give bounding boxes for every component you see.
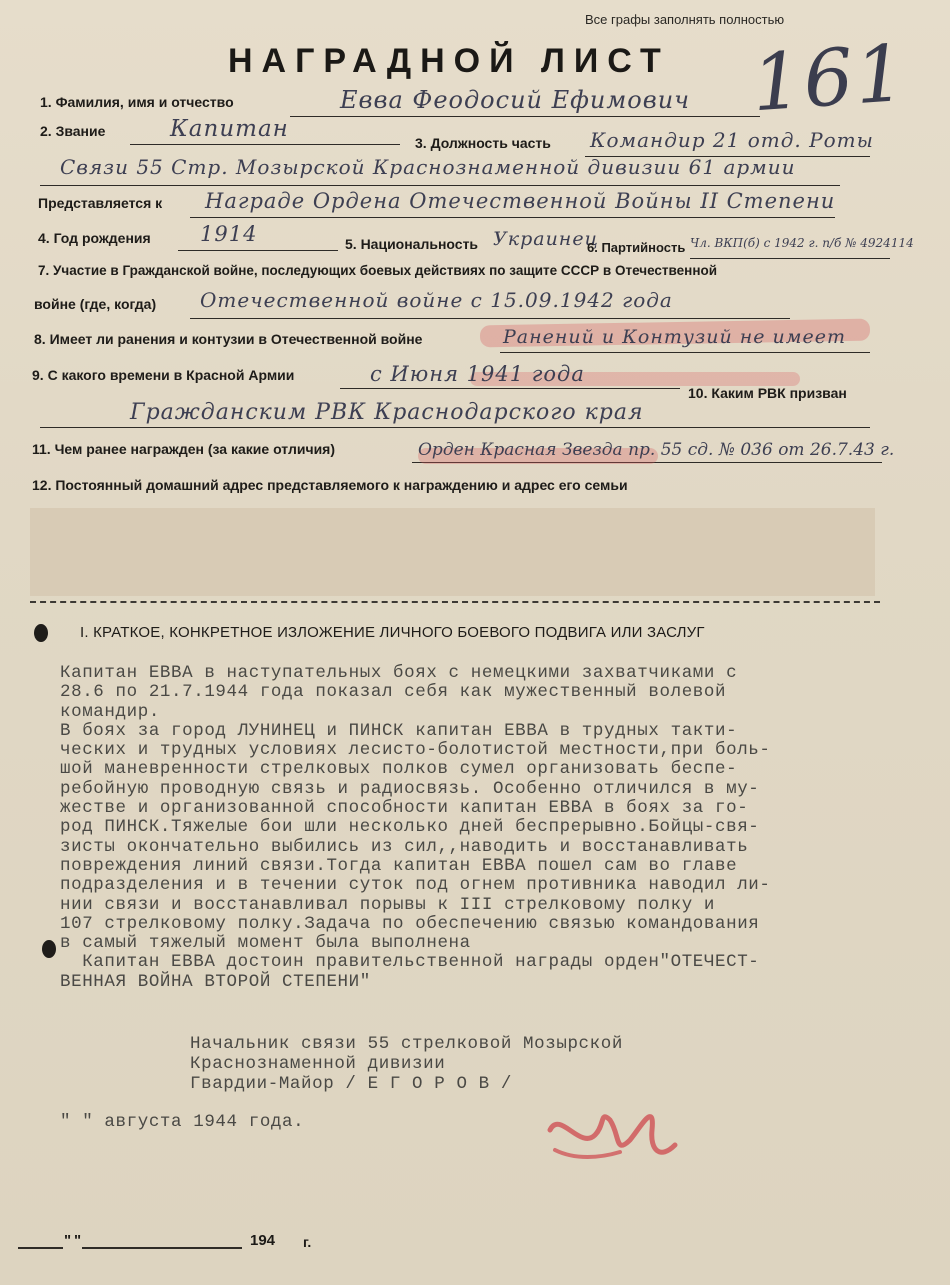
merit-line: 107 стрелковому полку.Задача по обеспечению связью командования xyxy=(60,913,760,934)
field-5-value: Украинец xyxy=(493,228,599,250)
merit-line: шой маневренности стрелковых полков сумел организовать беспе- xyxy=(60,759,738,780)
merit-line: В боях за город ЛУНИНЕЦ и ПИНСК капитан ЕВВА в трудных такти- xyxy=(60,720,738,741)
merit-line: повреждения линий связи.Тогда капитан ЕВВА пошел сам во главе xyxy=(60,855,738,876)
address-redaction xyxy=(30,508,875,596)
field-2-label: 2. Звание xyxy=(40,123,106,139)
field-3-value: Командир 21 отд. Роты xyxy=(590,128,874,152)
field-6-label: 6. Партийность xyxy=(587,240,686,255)
red-signature xyxy=(540,1090,690,1170)
field-6-value: Чл. ВКП(б) с 1942 г. п/б № 4924114 xyxy=(690,236,914,250)
field-10-value: Гражданским РВК Краснодарского края xyxy=(130,400,644,425)
nomination-value: Награде Ордена Отечественной Войны II Степени xyxy=(205,189,836,213)
merit-line: подразделения и в течении суток под огнем противника наводил ли- xyxy=(60,875,771,896)
merit-line: жестве и организованной способности капитан ЕВВА в боях за го- xyxy=(60,798,749,819)
merit-line: ческих и трудных условиях лесисто-болотистой местности,при боль- xyxy=(60,740,771,761)
nomination-label: Представляется к xyxy=(38,195,163,211)
merit-line: зисты окончательно выбились из сил,,наводить и восстанавливать xyxy=(60,836,749,857)
fill-all-note: Все графы заполнять полностью xyxy=(585,12,785,27)
punch-hole-top xyxy=(34,624,48,642)
merit-description xyxy=(60,664,900,992)
field-8-label: 8. Имеет ли ранения и контузии в Отечественной войне xyxy=(34,331,423,347)
field-4-label: 4. Год рождения xyxy=(38,230,151,246)
merit-line: ВЕННАЯ ВОЙНА ВТОРОЙ СТЕПЕНИ" xyxy=(60,971,371,992)
field-2-value: Капитан xyxy=(170,116,289,142)
signature-line-3: Гвардии-Майор / Е Г О Р О В / xyxy=(190,1074,512,1094)
merit-line: командир. xyxy=(60,701,160,722)
field-9-value: с Июня 1941 года xyxy=(370,362,585,386)
field-12-label: 12. Постоянный домашний адрес представляемого к награждению и адрес его семьи xyxy=(32,477,628,493)
field-3-value-line2: Связи 55 Стр. Мозырской Краснознаменной дивизии 61 армии xyxy=(60,155,796,179)
field-11-value: Орден Красная Звезда пр. 55 сд. № 036 от 26.7.43 г. xyxy=(418,440,895,460)
page-title: НАГРАДНОЙ ЛИСТ xyxy=(228,42,670,80)
field-7-label: 7. Участие в Гражданской войне, последующих боевых действиях по защите СССР в Отечественной xyxy=(38,263,718,278)
merit-line: Капитан ЕВВА достоин правительственной награды орден"ОТЕЧЕСТ- xyxy=(60,952,760,973)
signature-line-2: Краснознаменной дивизии xyxy=(190,1054,446,1074)
signature-date: " " августа 1944 года. xyxy=(60,1112,305,1132)
footer-year: 194 xyxy=(250,1232,276,1249)
field-7-value: Отечественной войне с 15.09.1942 года xyxy=(200,288,673,312)
field-5-label: 5. Национальность xyxy=(345,236,479,252)
footer-quote-open: " xyxy=(64,1232,72,1249)
page-number-mark: 161 xyxy=(749,28,910,130)
footer-year-suffix: г. xyxy=(303,1234,312,1250)
merit-line: в самый тяжелый момент была выполнена xyxy=(60,933,471,954)
field-3-label: 3. Должность часть xyxy=(415,135,551,151)
footer-quote-close: " xyxy=(74,1232,82,1249)
field-10-label: 10. Каким РВК призван xyxy=(688,385,847,401)
field-11-label: 11. Чем ранее награжден (за какие отличия) xyxy=(32,441,336,457)
merit-line: 28.6 по 21.7.1944 года показал себя как мужественный волевой xyxy=(60,682,727,703)
section-1-heading: I. КРАТКОЕ, КОНКРЕТНОЕ ИЗЛОЖЕНИЕ ЛИЧНОГО БОЕВОГО ПОДВИГА ИЛИ ЗАСЛУГ xyxy=(80,624,705,641)
field-1-label: 1. Фамилия, имя и отчество xyxy=(40,94,234,110)
field-4-value: 1914 xyxy=(200,222,258,246)
merit-line: род ПИНСК.Тяжелые бои шли несколько дней беспрерывно.Бойцы-свя- xyxy=(60,817,760,838)
field-1-value: Евва Феодосий Ефимович xyxy=(340,86,691,114)
punch-hole-bottom xyxy=(42,940,56,958)
merit-line: нии связи и восстанавливал порывы к III стрелковому полку и xyxy=(60,894,716,915)
field-7-label-line2: войне (где, когда) xyxy=(34,296,157,312)
field-9-label: 9. С какого времени в Красной Армии xyxy=(32,367,295,383)
merit-line: ребойную проводную связь и радиосвязь. Особенно отличился в му- xyxy=(60,778,760,799)
signature-line-1: Начальник связи 55 стрелковой Мозырской xyxy=(190,1034,623,1054)
merit-line: Капитан ЕВВА в наступательных боях с немецкими захватчиками с xyxy=(60,663,738,683)
field-8-value: Ранений и Контузий не имеет xyxy=(503,326,847,348)
